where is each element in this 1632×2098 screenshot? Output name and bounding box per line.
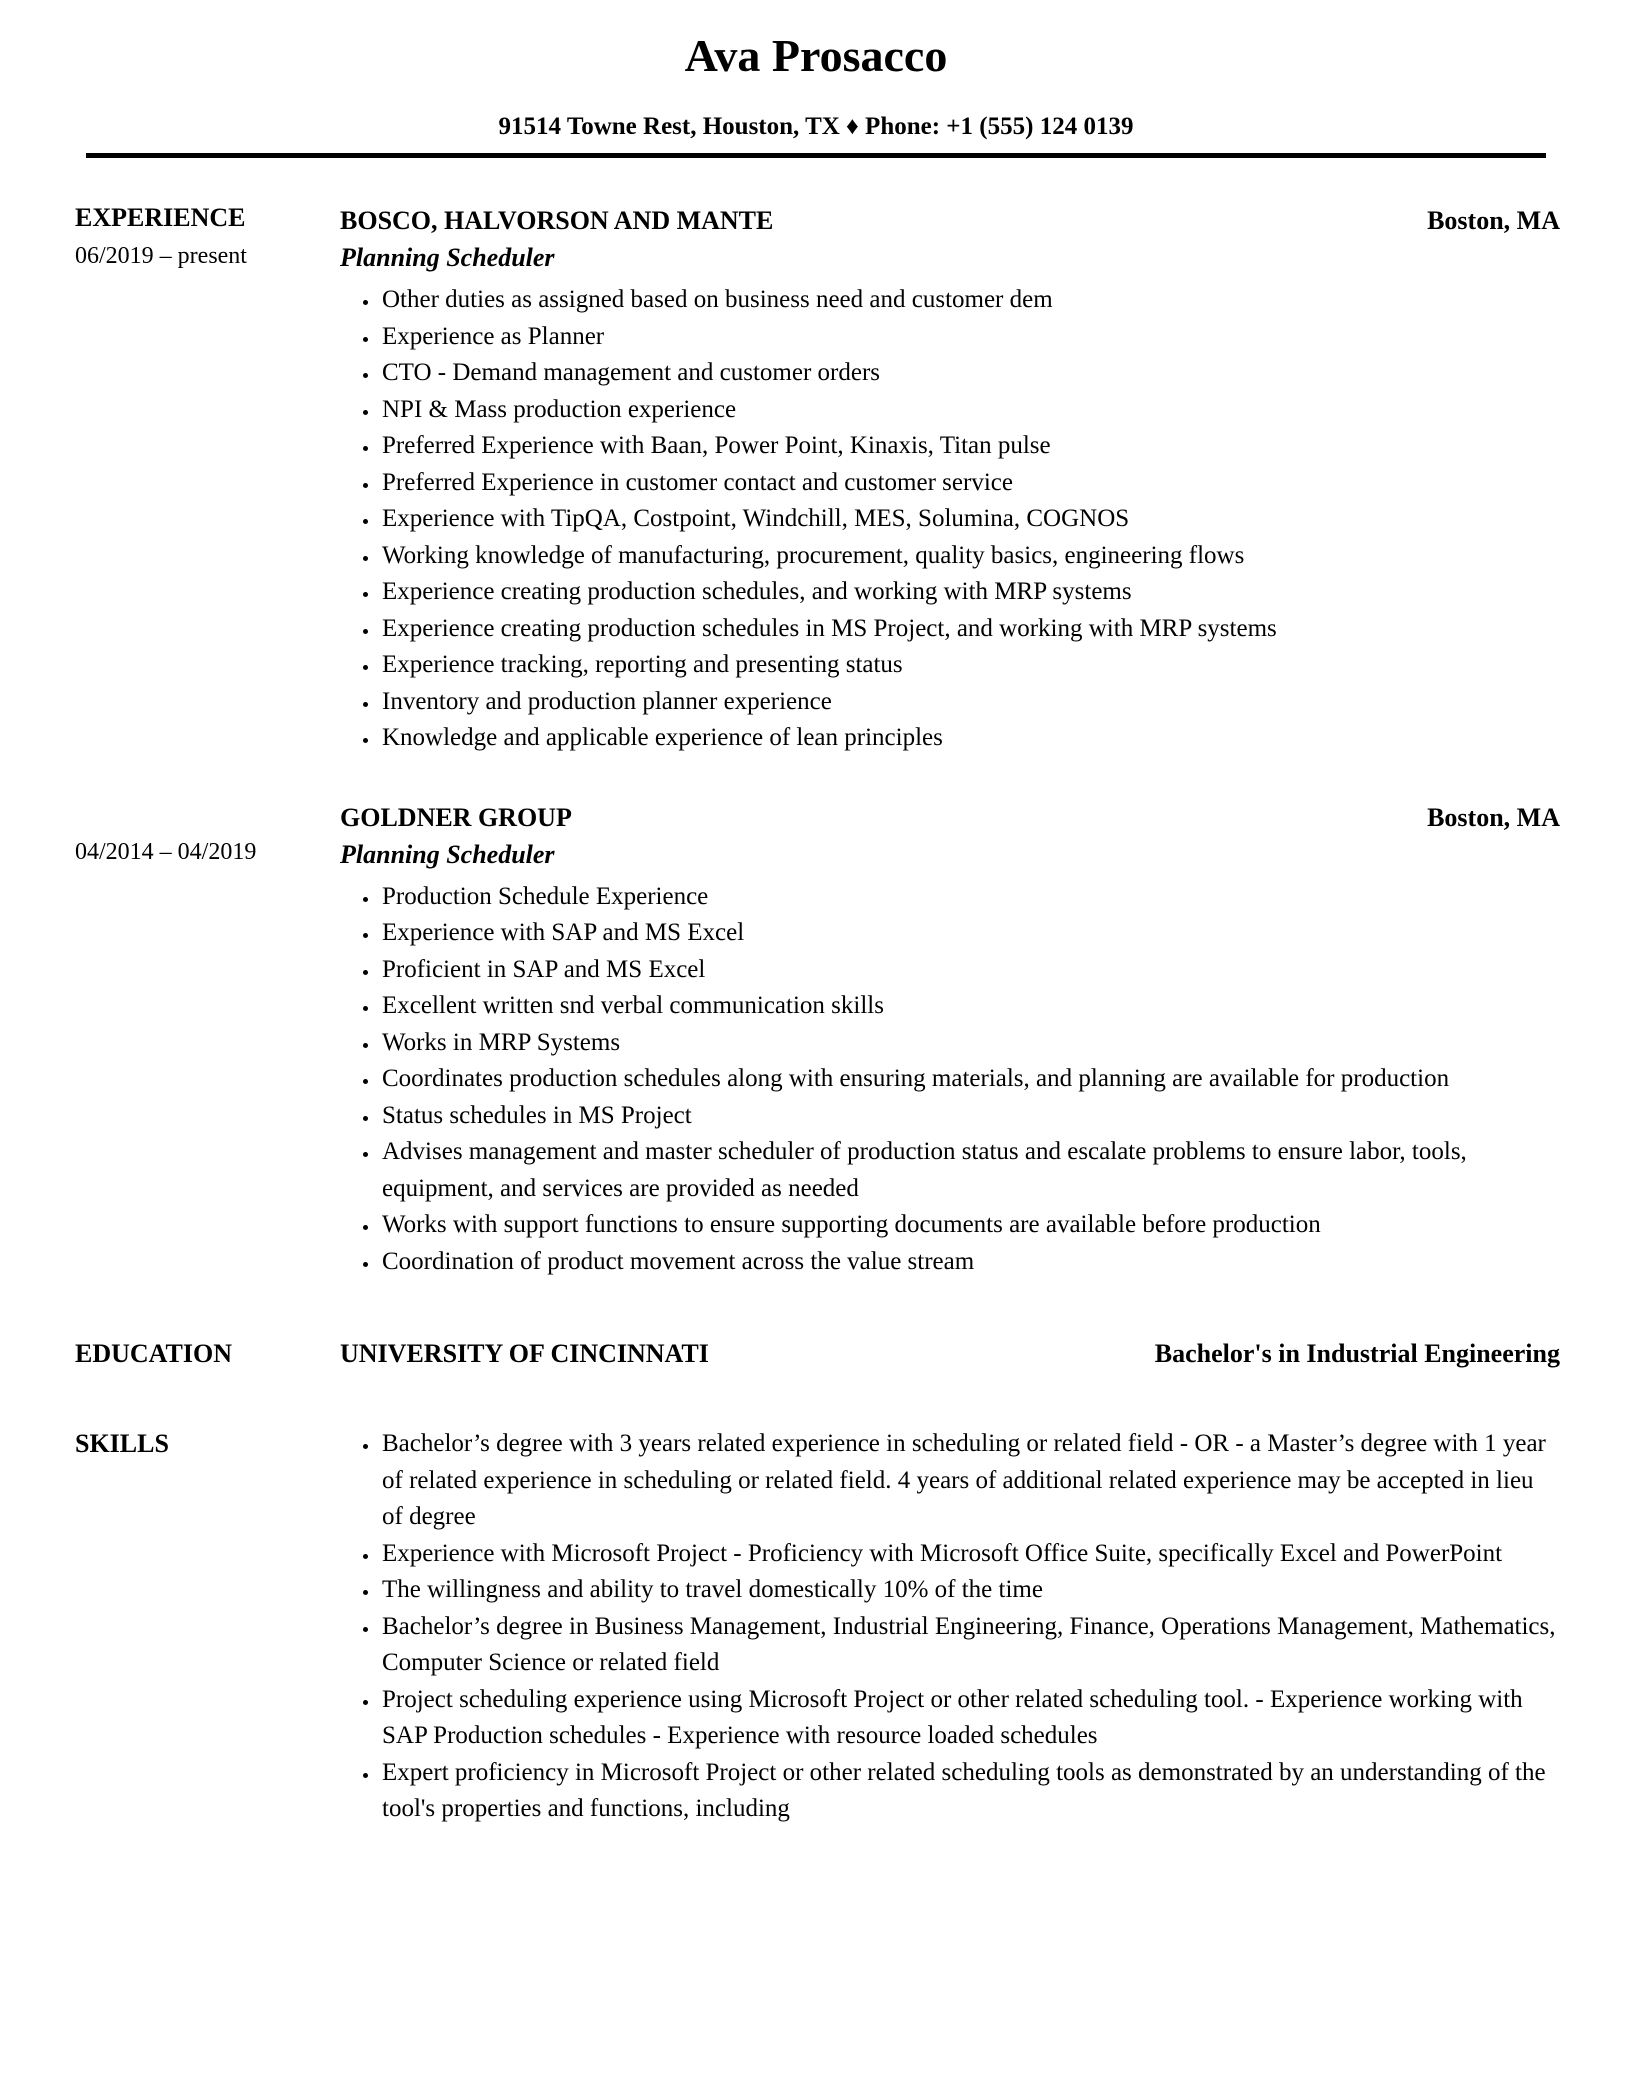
bullet-item: • Bachelor’s degree in Business Management, Industrial Engineering, Finance, Operations Management, Mathematics, Computer Science or related field xyxy=(380,1609,1560,1682)
job-1-content xyxy=(340,202,1560,757)
bullet-item: • Works in MRP Systems xyxy=(380,1025,1560,1062)
bullet-item: • Experience creating production schedules in MS Project, and working with MRP systems xyxy=(380,611,1560,648)
job-2-location: Boston, MA xyxy=(1427,802,1560,832)
education-line xyxy=(340,1338,1560,1370)
bullet-item: • Works with support functions to ensure supporting documents are available before production xyxy=(380,1207,1560,1244)
bullet-item: • Advises management and master scheduler of production status and escalate problems to ensure labor, tools, equipment, and services are provided as needed xyxy=(380,1134,1560,1207)
bullet-item: • Bachelor’s degree with 3 years related experience in scheduling or related field - OR - a Master’s degree with 1 year of related experience in scheduling or related field. 4 years of additional related experience may be accepted in lieu of degree xyxy=(380,1426,1560,1536)
bullet-item: • NPI & Mass production experience xyxy=(380,392,1560,429)
job-1-title: Planning Scheduler xyxy=(340,243,555,272)
job-1-bullet-list xyxy=(340,282,1560,757)
education-school: UNIVERSITY OF CINCINNATI xyxy=(340,1339,709,1368)
bullet-item: • CTO - Demand management and customer orders xyxy=(380,355,1560,392)
job-2-dates: 04/2014 – 04/2019 xyxy=(75,838,257,865)
job-2-company-name: GOLDNER GROUP xyxy=(340,802,572,832)
experience-job-2 xyxy=(75,799,1560,1281)
bullet-item: • Experience with TipQA, Costpoint, Windchill, MES, Solumina, COGNOS xyxy=(380,501,1560,538)
bullet-item: • Coordination of product movement across the value stream xyxy=(380,1244,1560,1281)
education-content xyxy=(340,1338,1560,1370)
bullet-item: • Excellent written snd verbal communication skills xyxy=(380,988,1560,1025)
bullet-item: • Preferred Experience with Baan, Power Point, Kinaxis, Titan pulse xyxy=(380,428,1560,465)
bullet-item: • Inventory and production planner experience xyxy=(380,684,1560,721)
candidate-name: Ava Prosacco xyxy=(684,30,948,81)
skills-bullet-list xyxy=(340,1426,1560,1828)
job-1-company-name: BOSCO, HALVORSON AND MANTE xyxy=(340,206,774,235)
bullet-item: • Preferred Experience in customer contact and customer service xyxy=(380,465,1560,502)
education-left-column xyxy=(75,1338,340,1370)
job-1-company-line xyxy=(340,202,1560,239)
bullet-item: • Working knowledge of manufacturing, procurement, quality basics, engineering flows xyxy=(380,538,1560,575)
job-2-content xyxy=(340,799,1560,1281)
section-label-education: EDUCATION xyxy=(75,1339,232,1368)
bullet-item: • The willingness and ability to travel domestically 10% of the time xyxy=(380,1572,1560,1609)
job-1-left-column xyxy=(75,202,340,757)
section-label-skills: SKILLS xyxy=(75,1429,169,1458)
header-divider xyxy=(86,153,1546,158)
bullet-item: • Project scheduling experience using Microsoft Project or other related scheduling tool. - Experience working with SAP Production schedules - Experience with resource loaded schedules xyxy=(380,1682,1560,1755)
section-label-experience: EXPERIENCE xyxy=(75,203,246,232)
resume-header xyxy=(0,0,1632,158)
bullet-item: • Experience creating production schedules, and working with MRP systems xyxy=(380,574,1560,611)
bullet-item: • Production Schedule Experience xyxy=(380,879,1560,916)
education-section xyxy=(75,1338,1560,1370)
skills-content xyxy=(340,1426,1560,1828)
experience-job-1 xyxy=(75,202,1560,757)
bullet-item: • Knowledge and applicable experience of lean principles xyxy=(380,720,1560,757)
job-1-location: Boston, MA xyxy=(1427,206,1560,235)
skills-left-column xyxy=(75,1426,340,1828)
education-degree: Bachelor's in Industrial Engineering xyxy=(1154,1339,1560,1368)
job-1-dates: 06/2019 – present xyxy=(75,243,247,269)
bullet-item: • Other duties as assigned based on business need and customer dem xyxy=(380,282,1560,319)
job-2-bullet-list xyxy=(340,879,1560,1281)
bullet-item: • Experience with Microsoft Project - Proficiency with Microsoft Office Suite, specifically Excel and PowerPoint xyxy=(380,1536,1560,1573)
bullet-item: • Experience as Planner xyxy=(380,319,1560,356)
bullet-item: • Proficient in SAP and MS Excel xyxy=(380,952,1560,989)
contact-line: 91514 Towne Rest, Houston, TX ♦ Phone: +1 (555) 124 0139 xyxy=(498,113,1134,140)
bullet-item: • Status schedules in MS Project xyxy=(380,1098,1560,1135)
job-2-left-column xyxy=(75,799,340,1281)
job-2-company-line xyxy=(340,799,1560,836)
job-2-title: Planning Scheduler xyxy=(340,839,555,869)
bullet-item: • Expert proficiency in Microsoft Project or other related scheduling tools as demonstrated by an understanding of the tool's properties and functions, including xyxy=(380,1755,1560,1828)
bullet-item: • Experience with SAP and MS Excel xyxy=(380,915,1560,952)
bullet-item: • Coordinates production schedules along with ensuring materials, and planning are available for production xyxy=(380,1061,1560,1098)
skills-section xyxy=(75,1426,1560,1828)
bullet-item: • Experience tracking, reporting and presenting status xyxy=(380,647,1560,684)
